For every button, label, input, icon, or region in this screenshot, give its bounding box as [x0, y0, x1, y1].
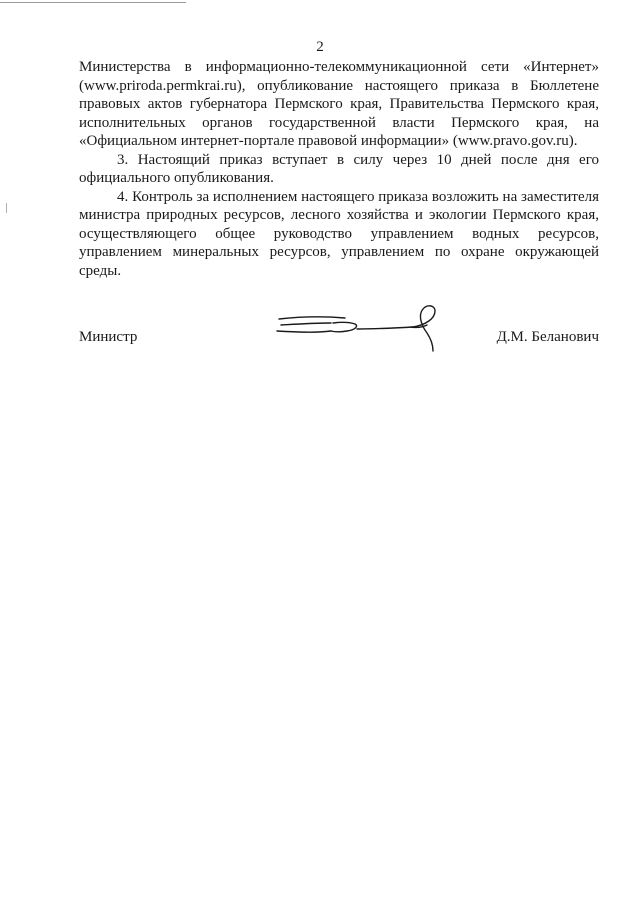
paragraph-continuation: Министерства в информационно-телекоммуникационной сети «Интернет» (www.priroda.permkrai.ru), опубликование настоящего приказа в Бюллетене правовых актов губернатора Пермского края, Правительства Пермского края, исполнительных органов государственной власти Пермского края, на «Официальном интернет-портале правовой информации» (www.pravo.gov.ru). — [79, 59, 599, 149]
scan-margin-mark — [6, 203, 7, 213]
document-body — [79, 58, 599, 280]
page-number: 2 — [316, 39, 324, 55]
signer-name: Д.М. Беланович — [496, 329, 599, 345]
signer-title: Министр — [79, 329, 138, 345]
paragraph-item-3: 3. Настоящий приказ вступает в силу через 10 дней после дня его официального опубликования. — [79, 151, 599, 186]
paragraph-item-4: 4. Контроль за исполнением настоящего приказа возложить на заместителя министра природных ресурсов, лесного хозяйства и экологии Пермского края, осуществляющего общее руководство управлением водных ресурсов, управлением минеральных ресурсов, управлением по охране окружающей среды. — [79, 188, 599, 279]
top-edge-rule — [0, 2, 186, 3]
handwritten-signature — [275, 305, 455, 357]
signature-block — [79, 325, 599, 355]
